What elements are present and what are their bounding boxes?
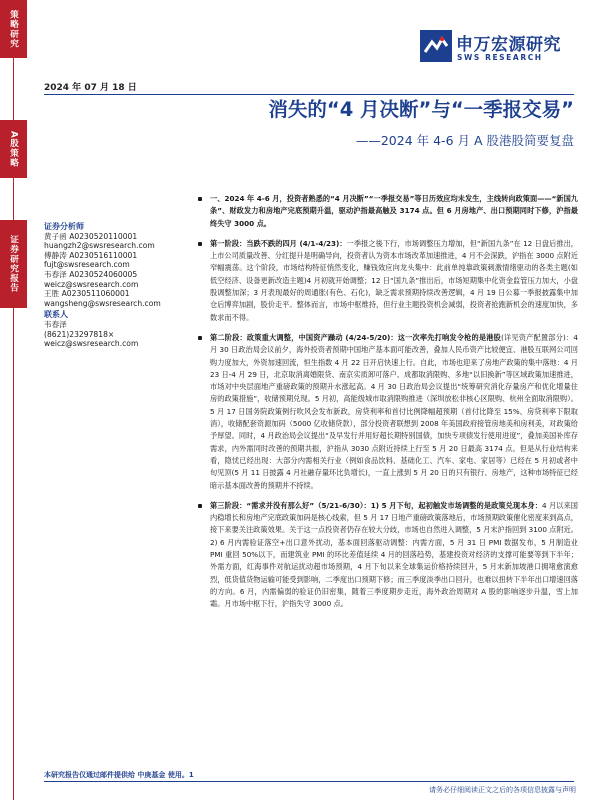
stage-two-heading: 第二阶段：政策重大调整，中国资产躁动 (4/24-5/20)：这一次率先打响发令枪的是港股	[210, 332, 502, 342]
stage-three-paragraph	[198, 500, 578, 611]
contact-email[interactable]: weicz@swsresearch.com	[44, 339, 139, 349]
sidebar-tag-category: 策略研究	[0, 0, 27, 58]
report-date: 2024 年 07 月 18 日	[44, 83, 137, 93]
summary-paragraph	[198, 193, 578, 230]
analysts-heading: 证券分析师	[44, 222, 84, 231]
sidebar-divider	[13, 58, 14, 120]
company-logo	[420, 26, 570, 68]
analyst-line: 韦春泽 A0230524060005	[44, 269, 138, 279]
footer-rule	[44, 781, 574, 782]
analyst-line: 黄子函 A0230520110001	[44, 231, 138, 241]
sidebar-divider	[13, 308, 14, 800]
logo-text-en: SWS RESEARCH	[457, 53, 543, 62]
contact-name: 韦春泽	[44, 319, 67, 329]
contact-heading: 联系人	[44, 310, 68, 320]
report-title: 消失的“4 月决断”与“一季报交易”	[268, 98, 574, 121]
analyst-email[interactable]: fujt@swsresearch.com	[44, 260, 130, 270]
stage-three-heading: 第三阶段：“需求并没有那么好”（5/21-6/30）：1) 5 月下旬，起初触发市场调整的是政策兑现本身：	[210, 500, 543, 510]
footer-distribution-note: 本研究报告仅通过邮件提供给 中庚基金 使用。1	[44, 771, 194, 779]
analyst-line: 王胜 A0230511060001	[44, 289, 130, 299]
analyst-line: 傅静涛 A0230516110001	[44, 250, 138, 260]
sidebar-tag-report-type: 证券研究报告	[0, 220, 27, 308]
analyst-email[interactable]: weicz@swsresearch.com	[44, 279, 139, 289]
contact-phone: (8621)23297818×	[44, 329, 115, 339]
analyst-email[interactable]: wangsheng@swsresearch.com	[44, 298, 161, 308]
summary-text: 一、2024 年 4-6 月，投资者熟悉的“4 月决断”“一季报交易”等日历效应均未发生，主线转向政策面——“新国九条”、财政发力和房地产完底预期升温，驱动沪指最高触及 3174 点。但 6 月房地产、出口预期同时下修，沪指最终失守 3000 点。	[210, 194, 578, 228]
logo-text-cn: 申万宏源研究	[456, 35, 561, 55]
stage-three-text: 4 月以来国内稳增长和房地产完底政策加码是核心线索，但 5 月 17 日地产重磅政策落地后，市场预期政策催化密度来到高点，接下来要关注政策效果。关于这一点投资者仍存在较大分歧，市场也自然进入调整，5 月末沪指回到 3100 点附近。2) 6 月内需验证落空+出口意外扰动，基本面回落驱动调整：内需方面，5 月 31 日 PMI 数据发布，5 月制造业 PMI 重回 50%以下，而建筑业 PMI 的环比差值延续 4 月的回落趋势，基建投资对经济的支撑可能要等到下半年；外需方面，红海事件对航运扰动超市场预期，4 月下旬以来全球集运价格持续回升，5 月末新加坡港口拥堵愈演愈烈，低货值货物运输可能受到影响，二季度出口预期下修；而三季度淡季出口回升，也难以扭转下半年出口增速回落的方向。6 月，内需偏弱的验证仍旧密集，随着三季度期步走近，海外政治周期对 A 股的影响逐步升温，雪上加霜。月市场中枢下行，沪指失守 3000 点。	[210, 500, 578, 609]
stage-one-heading: 第一阶段：当跌不跌的四月 (4/1-4/23)：	[210, 238, 347, 248]
left-sidebar	[0, 0, 27, 800]
stage-one-text: 一季报之後下行，市场调整压力增加，但“新国九条”在 12 日盘后推出，上市公司质量改善、分红提升是明确导向，投资者认为资本市场改革加速推进，4 月不会深跌，沪指在 3000 点附近窄幅震荡。这个阶段，市场结构特征悄然变化，赚钱效应向龙头集中：此前单纯靠政策刺激情绪驱动的各类主题(如低空经济、设备更新改造主题)4 月初就开始调整；12 日“国九条”推出后，市场短期集中化资金监管压力加大，小盘股调整加深；3 月表现最好的周通胀(有色、石化)，缺乏需求预期持续改善逻辑，4 月 19 日公募一季报披露集中加仓后博弈加剧，股价走平。整体而言，市场中枢维持，但行业主题投资机会减弱，投资者抢跑新机会的速度加快，多数求而不得。	[210, 238, 578, 322]
stage-two-text: (详见资产配置部分)：4 月 30 日政治局会议前夕，海外投资者预期中国地产基本面可能改善，叠加人民币资产比较便宜、港股互联网公司回购力度加大，外资加速回流，恒生指数 4 月 22 日开启快速上行。自此，市场也迎来了房地产政策的集中落地：4 月 23 日-4 月 29 日，北京取消离婚限贷、南京实质卸可落户、成都取消限购、多地“以旧换新”等区域政策加速推进，市场对中央层面地产重磅政策的预期升水涨起高。4 月 30 日政治局会议提出“统筹研究消化存量房产和优化增量住房的政策措施”，收储预期兑现。5 月初，高能级城市取消限购推进（深圳放松非核心区限购、杭州全面取消限购）。5 月 17 日国务院政策例行吹风会发布新政，房贷利率和首付比例降幅超预期（首付比降至 15%、房贷利率下限取消），收储配套资源加码（5000 亿收储贷款），部分投资者联想到 2008 年美国政府接管房地美和房利美，对政策给予厚望。同时，4 月政治局会议提出“及早发行并用好超长期特别国债，加快专项债发行使用进度”，叠加美国补库存需求，内外需同时改善的预期共振，沪指从 3030 点附近持续上行至 5 月 20 日最高 3174 点。但是从行业结构来看，隐忧已经出现：大部分内需相关行业（例如食品饮料、基础化工、汽车、家电、家居等）已经在 5 月初或者中旬见顶(5 月 11 日披露 4 月社融存量环比负增长)，一直上涨到 5 月 20 日的只有银行、房地产，这种市场特征已经暗示基本面改善的预期并不持续。	[210, 332, 578, 490]
analyst-info	[44, 222, 194, 349]
stage-two-paragraph	[198, 332, 578, 492]
logo-mark-icon	[420, 30, 452, 62]
sidebar-divider	[13, 178, 14, 220]
footer-disclaimer: 请务必仔细阅读正文之后的各项信息披露与声明	[429, 786, 576, 794]
sidebar-tag-strategy: A股策略	[0, 120, 27, 178]
report-body	[198, 193, 578, 619]
stage-one-paragraph	[198, 238, 578, 324]
report-subtitle: ——2024 年 4-6 月 A 股港股简要复盘	[355, 133, 574, 148]
analyst-email[interactable]: huangzh2@swsresearch.com	[44, 241, 155, 251]
